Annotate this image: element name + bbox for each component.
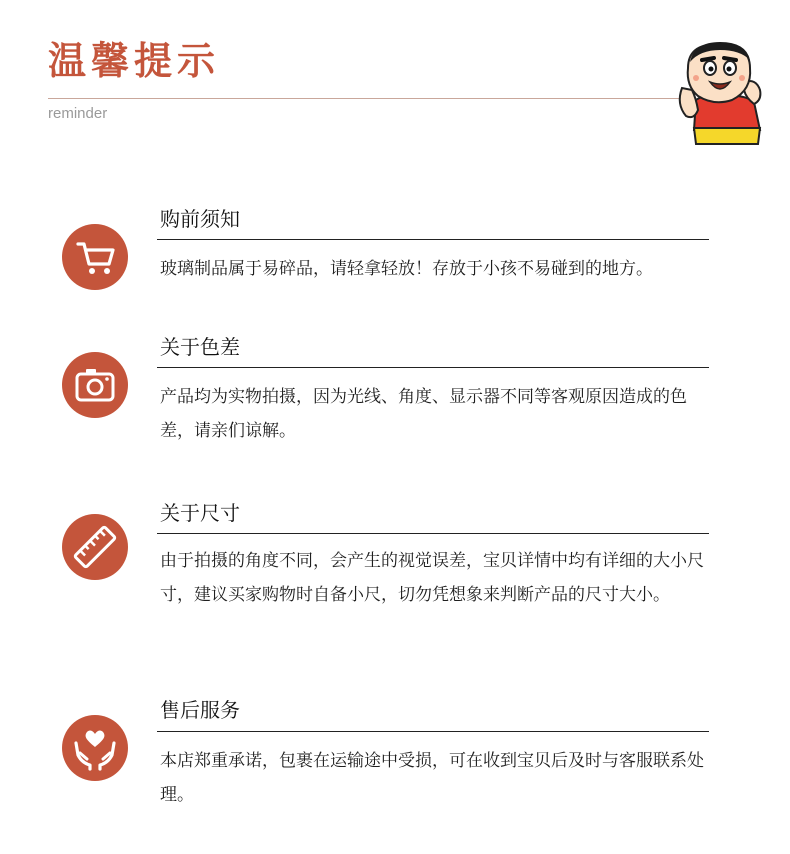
section-title: 关于尺寸 bbox=[160, 501, 240, 525]
heart-hands-icon bbox=[62, 715, 128, 781]
section-body: 产品均为实物拍摄，因为光线、角度、显示器不同等客观原因造成的色差，请亲们谅解。 bbox=[160, 387, 687, 441]
header-divider bbox=[48, 98, 688, 99]
section-title: 售后服务 bbox=[160, 698, 240, 722]
page-title: 温馨提示 bbox=[48, 39, 221, 83]
section-title: 关于色差 bbox=[160, 335, 240, 359]
section-divider bbox=[157, 731, 709, 732]
cartoon-boy-mascot bbox=[674, 38, 770, 146]
section-body: 本店郑重承诺，包裹在运输途中受损，可在收到宝贝后及时与客服联系处理。 bbox=[160, 751, 704, 805]
camera-icon bbox=[62, 352, 128, 418]
section-divider bbox=[157, 239, 709, 240]
shopping-cart-icon bbox=[62, 224, 128, 290]
section-body: 玻璃制品属于易碎品，请轻拿轻放！存放于小孩不易碰到的地方。 bbox=[160, 259, 653, 279]
section-divider bbox=[157, 367, 709, 368]
section-body: 由于拍摄的角度不同，会产生的视觉误差，宝贝详情中均有详细的大小尺寸，建议买家购物时自备小尺，切勿凭想象来判断产品的尺寸大小。 bbox=[160, 551, 704, 605]
section-title: 购前须知 bbox=[160, 207, 240, 231]
section-divider bbox=[157, 533, 709, 534]
page-subtitle: reminder bbox=[48, 105, 108, 122]
ruler-icon bbox=[62, 514, 128, 580]
